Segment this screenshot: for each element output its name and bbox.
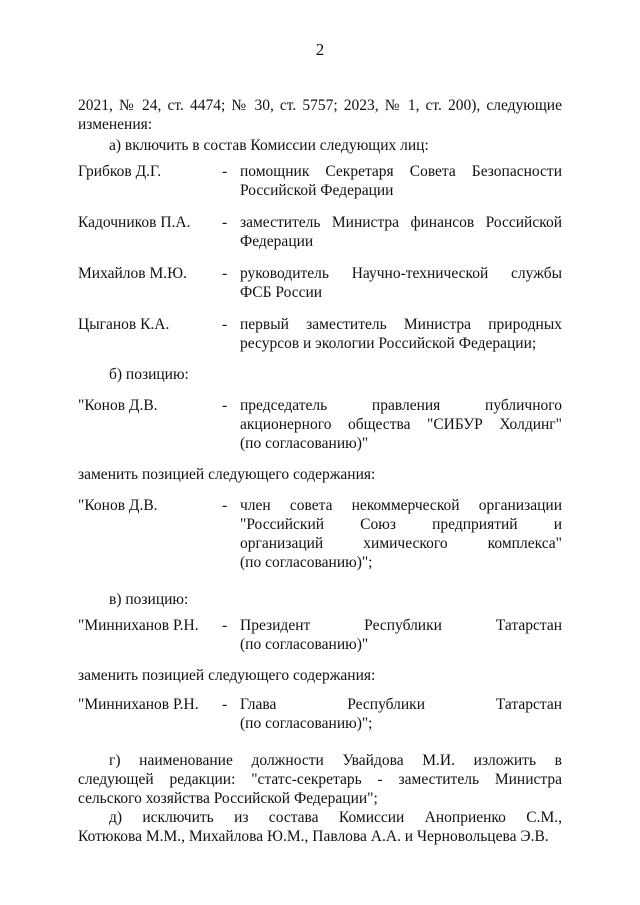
member-name: "Конов Д.В. [78, 397, 158, 414]
member-dash: - [222, 316, 228, 333]
position-line: (по согласованию)" [240, 636, 369, 653]
position-line: Президент Республики Татарстан [240, 617, 562, 634]
position-line: ресурсов и экологии Российской Федерации; [240, 335, 537, 352]
member-name: Михайлов М.Ю. [78, 265, 187, 282]
member-name: Кадочников П.А. [78, 214, 191, 231]
member-dash: - [222, 397, 228, 414]
item-d [78, 808, 562, 846]
position-line: ФСБ России [240, 284, 323, 301]
position-line: Глава Республики Татарстан [240, 696, 562, 713]
member-name: "Конов Д.В. [78, 497, 158, 514]
member-position [240, 616, 562, 654]
position-line: (по согласованию)"; [240, 715, 373, 732]
item-v: в) позицию: [109, 591, 189, 608]
position-line: руководитель Научно-технической службы [240, 265, 562, 282]
position-line: "Российский Союз предприятий и [240, 516, 562, 533]
item-g-line-2: следующей редакции: "статс-секретарь - заместитель Министра [78, 771, 562, 788]
item-b: б) позицию: [109, 366, 189, 383]
position-line: заместитель Министра финансов Российской [240, 214, 562, 231]
old-position-minnikhanov [78, 616, 562, 654]
new-position-konov [78, 496, 562, 572]
position-line: помощник Секретаря Совета Безопасности [240, 163, 562, 180]
item-a: а) включить в состав Комиссии следующих лиц: [109, 137, 429, 154]
member-position [240, 162, 562, 200]
old-position-konov [78, 396, 562, 453]
member-dash: - [222, 214, 228, 231]
position-line: акционерного общества "СИБУР Холдинг" [240, 416, 562, 433]
new-position-minnikhanov [78, 695, 562, 733]
position-line: член совета некоммерческой организации [240, 497, 562, 514]
member-position [240, 396, 562, 453]
document-body [78, 96, 562, 846]
member-dash: - [222, 696, 228, 713]
replace-instruction-2: заменить позицией следующего содержания: [78, 667, 376, 684]
member-position [240, 496, 562, 572]
member-dash: - [222, 617, 228, 634]
intro-paragraph [78, 96, 562, 134]
position-line: первый заместитель Министра природных [240, 316, 562, 333]
member-dash: - [222, 497, 228, 514]
item-g-line-1: г) наименование должности Увайдова М.И. изложить в [109, 752, 562, 769]
intro-line-1: 2021, № 24, ст. 4474; № 30, ст. 5757; 2023, № 1, ст. 200), следующие [78, 97, 562, 114]
intro-line-2: изменения: [78, 116, 153, 133]
member-position [240, 695, 562, 733]
item-d-line-2: Котюкова М.М., Михайлова Ю.М., Павлова А.А. и Черновольцева Э.В. [78, 828, 549, 845]
item-g [78, 751, 562, 808]
member-row [78, 315, 562, 353]
member-dash: - [222, 163, 228, 180]
member-row [78, 162, 562, 200]
position-line: (по согласованию)"; [240, 554, 373, 571]
member-dash: - [222, 265, 228, 282]
item-g-line-3: сельского хозяйства Российской Федерации"; [78, 790, 378, 807]
page-number: 2 [315, 40, 325, 59]
member-name: "Минниханов Р.Н. [78, 696, 199, 713]
replace-instruction-1: заменить позицией следующего содержания: [78, 466, 376, 483]
member-name: Грибков Д.Г. [78, 163, 162, 180]
position-line: (по согласованию)" [240, 435, 369, 452]
member-name: Цыганов К.А. [78, 316, 170, 333]
position-line: Российской Федерации [240, 182, 394, 199]
position-line: Федерации [240, 233, 314, 250]
member-row [78, 213, 562, 251]
position-line: организаций химического комплекса" [240, 535, 562, 552]
member-position [240, 315, 562, 353]
member-position [240, 213, 562, 251]
position-line: председатель правления публичного [240, 397, 562, 414]
item-d-line-1: д) исключить из состава Комиссии Аноприенко С.М., [109, 809, 562, 826]
member-row [78, 264, 562, 302]
member-name: "Минниханов Р.Н. [78, 617, 199, 634]
member-position [240, 264, 562, 302]
